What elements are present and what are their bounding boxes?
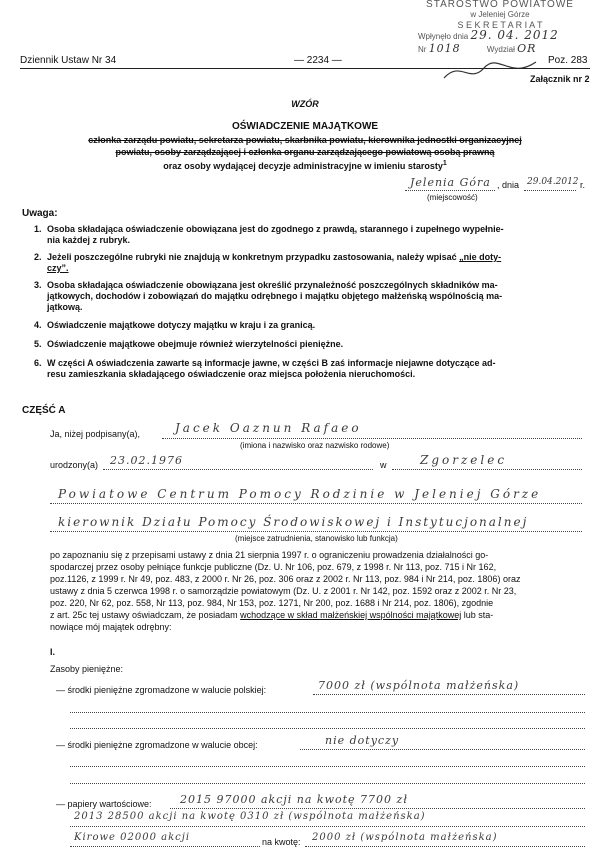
stamp-office: STAROSTWO POWIATOWE (426, 0, 574, 10)
title-line-1: członka zarządu powiatu, sekretarza powiatu, skarbnika powiatu, kierownika jednostki organizacyjnej (88, 135, 522, 145)
born-in-label: w (380, 460, 387, 470)
note-1-text: Osoba składająca oświadczenie obowiązana jest do zgodnego z prawdą, starannego i zupełnego wypełnie- (47, 224, 504, 234)
stamp-number-row (418, 42, 536, 55)
stamp-handled-label: Wydział (486, 45, 515, 54)
securities-value-1: 2015 97000 akcji na kwotę 7700 zł (180, 793, 408, 806)
law-line-6 (50, 609, 590, 621)
note-1-number: 1. (34, 224, 42, 234)
date-row (497, 179, 519, 191)
pln-label: — środki pieniężne zgromadzone w walucie polskiej: (56, 685, 267, 695)
employment-line-1 (50, 503, 582, 504)
title-line-3 (0, 158, 610, 172)
securities-amount: 2000 zł (wspólnota małżeńska) (312, 832, 498, 843)
wzor-label: WZÓR (291, 99, 319, 109)
note-3-number: 3. (34, 280, 42, 290)
law-line-1: po zapoznaniu się z przepisami ustawy z dnia 21 sierpnia 1997 r. o ograniczeniu prowadzenia działalności go- (50, 550, 489, 560)
journal-name: Dziennik Ustaw Nr 34 (20, 55, 117, 66)
employment-value-1: Powiatowe Centrum Pomocy Rodzinie w Jeleniej Górze (58, 487, 542, 501)
employment-caption: (miejsce zatrudnienia, stanowisko lub funkcja) (235, 534, 398, 543)
note-3-text: Osoba składająca oświadczenie obowiązana jest określić przynależność poszczególnych składników ma- (47, 280, 498, 290)
header-rule (20, 68, 590, 69)
law-underlined: wchodzące w skład małżeńskiej wspólności majątkowej (240, 610, 462, 620)
law-line-2: spodarczej przez osoby pełniące funkcje publiczne (Dz. U. Nr 106, poz. 679, z 1998 r. Nr 113, poz. 715 i Nr 162, (50, 562, 497, 572)
fx-value: nie dotyczy (325, 734, 400, 747)
note-4-number: 4. (34, 320, 42, 330)
fx-extra-line-1 (70, 766, 585, 767)
date-label: , dnia (497, 180, 520, 190)
annex-label: Załącznik nr 2 (530, 74, 590, 84)
law-line-5: poz. 220, Nr 62, poz. 558, Nr 113, poz. 984, Nr 153, poz. 1271, Nr 200, poz. 1688 i Nr 214, poz. 1806), zgodnie (50, 598, 494, 608)
office-stamp (400, 0, 600, 30)
securities-amount-line (305, 846, 585, 847)
securities-value-2: 2013 28500 akcji na kwotę 0310 zł (wspólnota małżeńska) (74, 811, 426, 822)
title-line-3-text: oraz osoby wydającej decyzje administracyjne w imieniu starosty (163, 161, 443, 171)
born-place: Zgorzelec (420, 453, 508, 467)
note-4-text: Oświadczenie majątkowe dotyczy majątku w kraju i za granicą. (47, 320, 316, 330)
born-label: urodzony(a) (50, 460, 99, 470)
law-line-3: poz.1126, z 1999 r. Nr 49, poz. 483, z 2000 r. Nr 26, poz. 306 oraz z 2002 r. Nr 113, poz. 984 i Nr 214, poz. 1806) oraz (50, 574, 521, 584)
securities-line-1 (170, 808, 585, 809)
law-text (50, 549, 590, 633)
securities-label: — papiery wartościowe: (56, 799, 152, 809)
securities-amount-label: na kwotę: (262, 837, 301, 847)
note-2-text: Jeżeli poszczególne rubryki nie znajdują w konkretnym przypadku zastosowania, należy wpisać (47, 252, 457, 262)
born-date-line (103, 469, 373, 470)
signature-scribble (440, 56, 540, 86)
part-a-heading: CZĘŚĆ A (22, 405, 66, 416)
notes-heading: Uwaga: (22, 208, 58, 219)
stamp-handled: OR (517, 42, 537, 55)
law-tail: lub sta- (463, 610, 494, 620)
stamp-city: w Jeleniej Górze (470, 10, 530, 19)
note-3-text-2: jątkowych, dochodów i zobowiązań do majątku odrębnego i majątku objętego małżeńską wspólnością ma- (47, 291, 503, 301)
stamp-dept: S E K R E T A R I A T (457, 20, 543, 30)
pln-line (313, 694, 585, 695)
name-value: Jacek Oaznun Rafaeo (175, 421, 362, 435)
note-2-emphasis: „nie doty- (459, 252, 502, 262)
note-2-number: 2. (34, 252, 42, 262)
title-footnote: 1 (442, 160, 447, 167)
securities-line-2 (70, 826, 585, 827)
note-3-text-3: jątkową. (47, 302, 83, 312)
date-suffix: r. (580, 180, 586, 190)
declarant-label: Ja, niżej podpisany(a), (50, 429, 141, 439)
employment-line-2 (50, 531, 582, 532)
stamp-received (418, 28, 559, 42)
name-line (162, 438, 582, 439)
pln-value: 7000 zł (wspólnota małżeńska) (318, 679, 520, 692)
note-1-text-2: nia każdej z rubryk. (47, 235, 131, 245)
pln-extra-line-2 (70, 728, 585, 729)
stamp-number-label: Nr (418, 45, 427, 54)
note-5-text: Oświadczenie majątkowe obejmuje również wierzytelności pieniężne. (47, 339, 344, 349)
securities-value-3: Kirowe 02000 akcji (74, 832, 191, 843)
document-title: OŚWIADCZENIE MAJĄTKOWE (231, 121, 379, 132)
born-date: 23.02.1976 (110, 454, 183, 467)
law-line-6-text: z art. 25c tej ustawy oświadczam, że posiadam (50, 610, 238, 620)
place-caption: (miejscowość) (427, 193, 478, 202)
date-value: 29.04.2012 (527, 177, 579, 187)
employment-value-2: kierownik Działu Pomocy Środowiskowej i Instytucjonalnej (58, 515, 529, 529)
law-line-4: ustawy z dnia 5 czerwca 1998 r. o samorządzie powiatowym (Dz. U. z 2001 r. Nr 142, poz. 1592 oraz z 2002 r. Nr 23, (50, 586, 517, 596)
note-6-text-2: resu zamieszkania składającego oświadczenie oraz miejsca położenia nieruchomości. (47, 369, 416, 379)
securities-line-3 (70, 846, 260, 847)
stamp-number: 1018 (428, 42, 461, 55)
place-value: Jelenia Góra (410, 176, 491, 189)
born-place-line (392, 469, 582, 470)
position-number: Poz. 283 (548, 55, 588, 66)
fx-extra-line-2 (70, 783, 585, 784)
fx-line (300, 749, 585, 750)
note-2-line (47, 252, 501, 263)
name-caption: (imiona i nazwisko oraz nazwisko rodowe) (240, 441, 390, 450)
fx-label: — środki pieniężne zgromadzone w walucie obcej: (56, 740, 258, 750)
title-line-2: powiatu, osoby zarządzającej i członka organu zarządzającego powiatową osobą prawną (115, 147, 495, 157)
law-line-7: nowiące mój majątek odrębny: (50, 622, 172, 632)
stamp-received-date: 29. 04. 2012 (470, 28, 559, 42)
note-6-number: 6. (34, 358, 42, 368)
pln-extra-line-1 (70, 712, 585, 713)
note-6-text: W części A oświadczenia zawarte są informacje jawne, w części B zaś informacje niejawne dotyczące ad- (47, 358, 496, 368)
section-1-number: I. (50, 647, 56, 657)
note-5-number: 5. (34, 339, 42, 349)
note-2-text-2: czy”. (47, 263, 69, 273)
stamp-received-label: Wpłynęło dnia (418, 32, 469, 41)
page-number: — 2234 — (294, 55, 342, 66)
section-1-title: Zasoby pieniężne: (50, 664, 124, 674)
place-line (405, 190, 495, 191)
date-line (524, 190, 576, 191)
